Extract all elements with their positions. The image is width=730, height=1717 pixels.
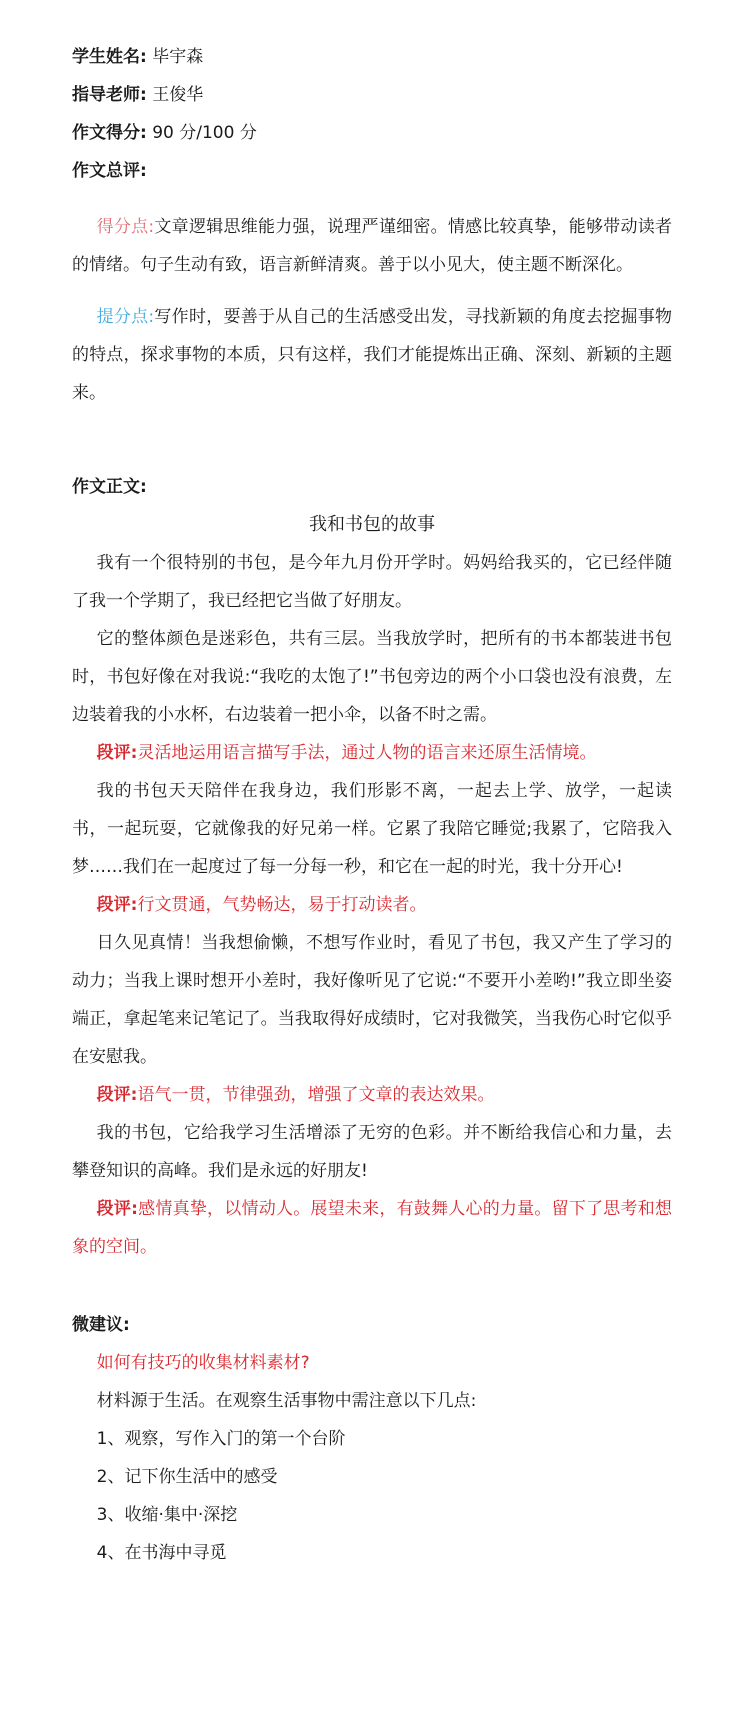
paragraph-comment-3 — [72, 1076, 672, 1114]
paragraph-comment-2 — [72, 886, 672, 924]
improve-label: 提分点: — [96, 307, 155, 327]
comment-3-label: 段评: — [96, 1085, 138, 1105]
suggestion-item-3: 3、收缩·集中·深挖 — [96, 1505, 238, 1525]
student-name-label: 学生姓名: — [72, 47, 147, 67]
improve-paragraph — [72, 298, 672, 412]
score-line — [72, 114, 672, 152]
summary-label: 作文总评: — [72, 161, 147, 181]
summary-heading — [72, 152, 672, 190]
suggestion-label: 微建议: — [72, 1315, 130, 1335]
teacher-line — [72, 76, 672, 114]
score-value: 90 分/100 分 — [152, 123, 257, 143]
teacher-label: 指导老师: — [72, 85, 147, 105]
essay-paragraph-4: 日久见真情！当我想偷懒，不想写作业时，看见了书包，我又产生了学习的动力；当我上课时想开小差时，我好像听见了它说:“不要开小差哟!”我立即坐姿端正，拿起笔来记笔记了。当我取得好成绩时，它对我微笑，当我伤心时它似乎在安慰我。 — [72, 933, 672, 1067]
student-name-value: 毕宇森 — [152, 47, 204, 67]
suggestion-item-1: 1、观察，写作入门的第一个台阶 — [96, 1429, 346, 1449]
comment-4-text: 感情真挚，以情动人。展望未来，有鼓舞人心的力量。留下了思考和想象的空间。 — [72, 1199, 672, 1257]
essay-review-document — [72, 38, 672, 1572]
paragraph-comment-4 — [72, 1190, 672, 1266]
comment-2-text: 行文贯通，气势畅达，易于打动读者。 — [137, 895, 427, 915]
essay-paragraph-2: 它的整体颜色是迷彩色，共有三层。当我放学时，把所有的书本都装进书包时，书包好像在对我说:“我吃的太饱了!”书包旁边的两个小口袋也没有浪费，左边装着我的小水杯，右边装着一把小伞，以备不时之需。 — [72, 629, 672, 725]
improve-text: 写作时，要善于从自己的生活感受出发，寻找新颖的角度去挖掘事物的特点，探求事物的本质，只有这样，我们才能提炼出正确、深刻、新颖的主题来。 — [72, 307, 672, 403]
merit-label: 得分点: — [96, 217, 155, 237]
comment-1-label: 段评: — [96, 743, 138, 763]
suggestion-item-4: 4、在书海中寻觅 — [96, 1543, 227, 1563]
comment-2-label: 段评: — [96, 895, 138, 915]
essay-title: 我和书包的故事 — [309, 514, 435, 535]
essay-paragraph-3: 我的书包天天陪伴在我身边，我们形影不离，一起去上学、放学，一起读书，一起玩耍，它就像我的好兄弟一样。它累了我陪它睡觉;我累了，它陪我入梦……我们在一起度过了每一分每一秒，和它在一起的时光，我十分开心! — [72, 781, 672, 877]
student-name-line — [72, 38, 672, 76]
merit-text: 文章逻辑思维能力强，说理严谨细密。情感比较真挚，能够带动读者的情绪。句子生动有致，语言新鲜清爽。善于以小见大，使主题不断深化。 — [72, 217, 672, 275]
suggestion-item-2: 2、记下你生活中的感受 — [96, 1467, 278, 1487]
merit-paragraph — [72, 208, 672, 284]
teacher-value: 王俊华 — [152, 85, 204, 105]
comment-3-text: 语气一贯，节律强劲，增强了文章的表达效果。 — [137, 1085, 495, 1105]
essay-section-label: 作文正文: — [72, 477, 147, 497]
comment-4-label: 段评: — [96, 1199, 138, 1219]
suggestion-question: 如何有技巧的收集材料素材? — [96, 1353, 310, 1373]
suggestion-intro: 材料源于生活。在观察生活事物中需注意以下几点: — [96, 1391, 477, 1411]
essay-paragraph-5: 我的书包，它给我学习生活增添了无穷的色彩。并不断给我信心和力量，去攀登知识的高峰。我们是永远的好朋友! — [72, 1123, 672, 1181]
score-label: 作文得分: — [72, 123, 147, 143]
paragraph-comment-1 — [72, 734, 672, 772]
essay-paragraph-1: 我有一个很特别的书包，是今年九月份开学时。妈妈给我买的，它已经伴随了我一个学期了，我已经把它当做了好朋友。 — [72, 553, 672, 611]
comment-1-text: 灵活地运用语言描写手法，通过人物的语言来还原生活情境。 — [137, 743, 597, 763]
